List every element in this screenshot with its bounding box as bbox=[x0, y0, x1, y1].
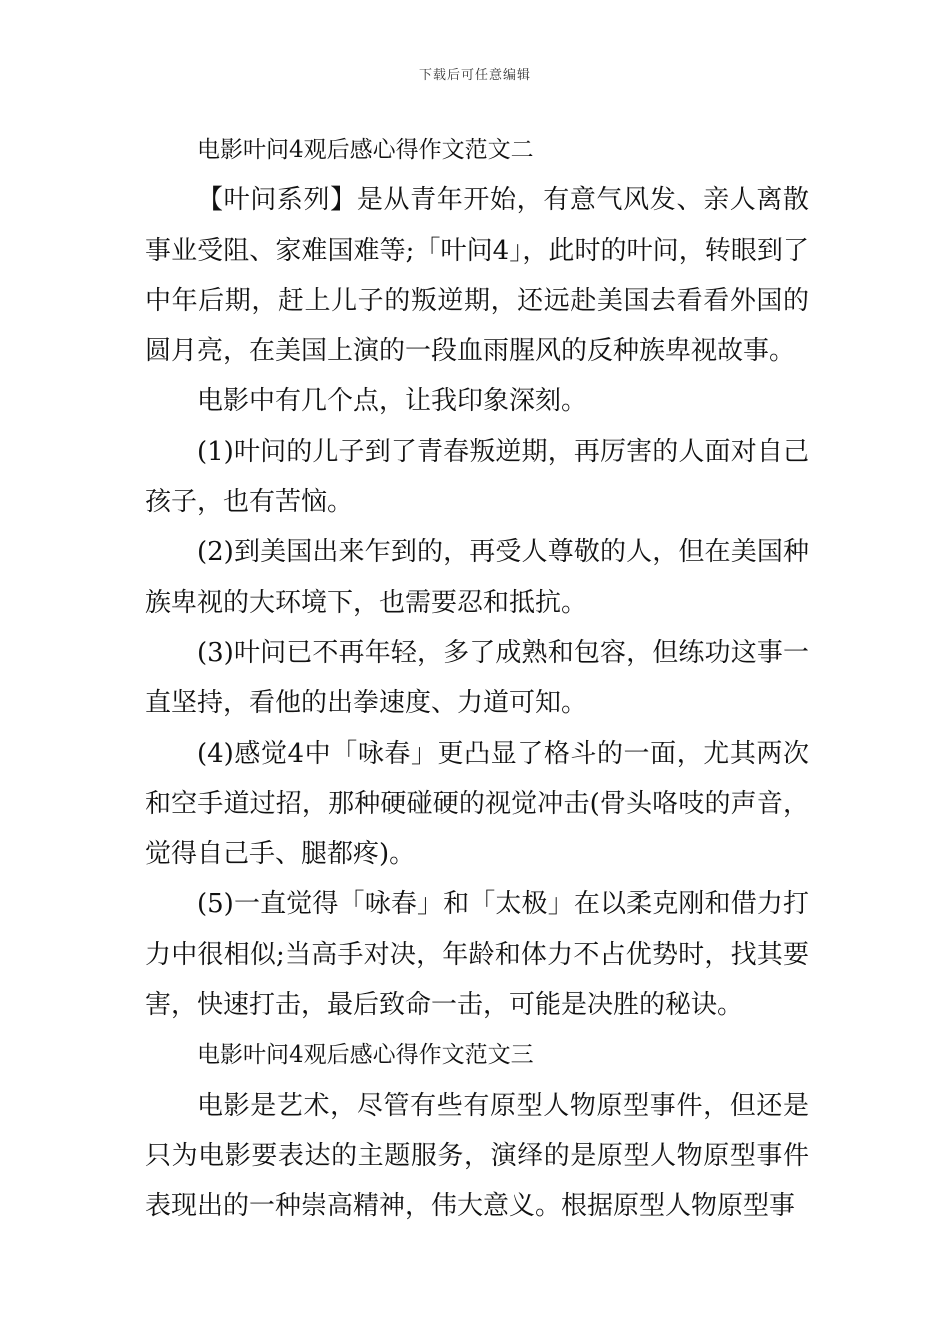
download-note: 下载后可任意编辑 bbox=[418, 68, 531, 83]
section-heading-2: 电影叶问4观后感心得作文范文二 bbox=[197, 137, 534, 163]
paragraph-point-5: (5)一直觉得「咏春」和「太极」在以柔克刚和借力打力中很相似;当高手对决，年龄和体力不占优势时，找其要害，快速打击，最后致命一击，可能是决胜的秘诀。 bbox=[145, 889, 809, 1021]
paragraph-series-intro: 【叶问系列】是从青年开始，有意气风发、亲人离散事业受阻、家难国难等;「叶问4」，此时的叶问，转眼到了中年后期，赶上儿子的叛逆期，还远赴美国去看看外国的圆月亮，在美国上演的一段血雨腥风的反种族卑视故事。 bbox=[145, 185, 809, 367]
document-body bbox=[145, 125, 809, 1232]
paragraph-art-intro: 电影是艺术，尽管有些有原型人物原型事件，但还是只为电影要表达的主题服务，演绎的是原型人物原型事件表现出的一种崇高精神，伟大意义。根据原型人物原型事 bbox=[145, 1090, 809, 1222]
paragraph-point-4: (4)感觉4中「咏春」更凸显了格斗的一面，尤其两次和空手道过招，那种硬碰硬的视觉冲击(骨头咯吱的声音，觉得自己手、腿都疼)。 bbox=[145, 738, 809, 870]
paragraph-impressions-intro: 电影中有几个点，让我印象深刻。 bbox=[197, 386, 588, 417]
paragraph-point-2: (2)到美国出来乍到的，再受人尊敬的人，但在美国种族卑视的大环境下，也需要忍和抵抗。 bbox=[145, 537, 809, 618]
paragraph-point-3: (3)叶问已不再年轻，多了成熟和包容，但练功这事一直坚持，看他的出拳速度、力道可知。 bbox=[145, 637, 809, 719]
section-heading-3: 电影叶问4观后感心得作文范文三 bbox=[197, 1042, 534, 1069]
paragraph-point-1: (1)叶问的儿子到了青春叛逆期，再厉害的人面对自己孩子，也有苦恼。 bbox=[145, 436, 809, 518]
